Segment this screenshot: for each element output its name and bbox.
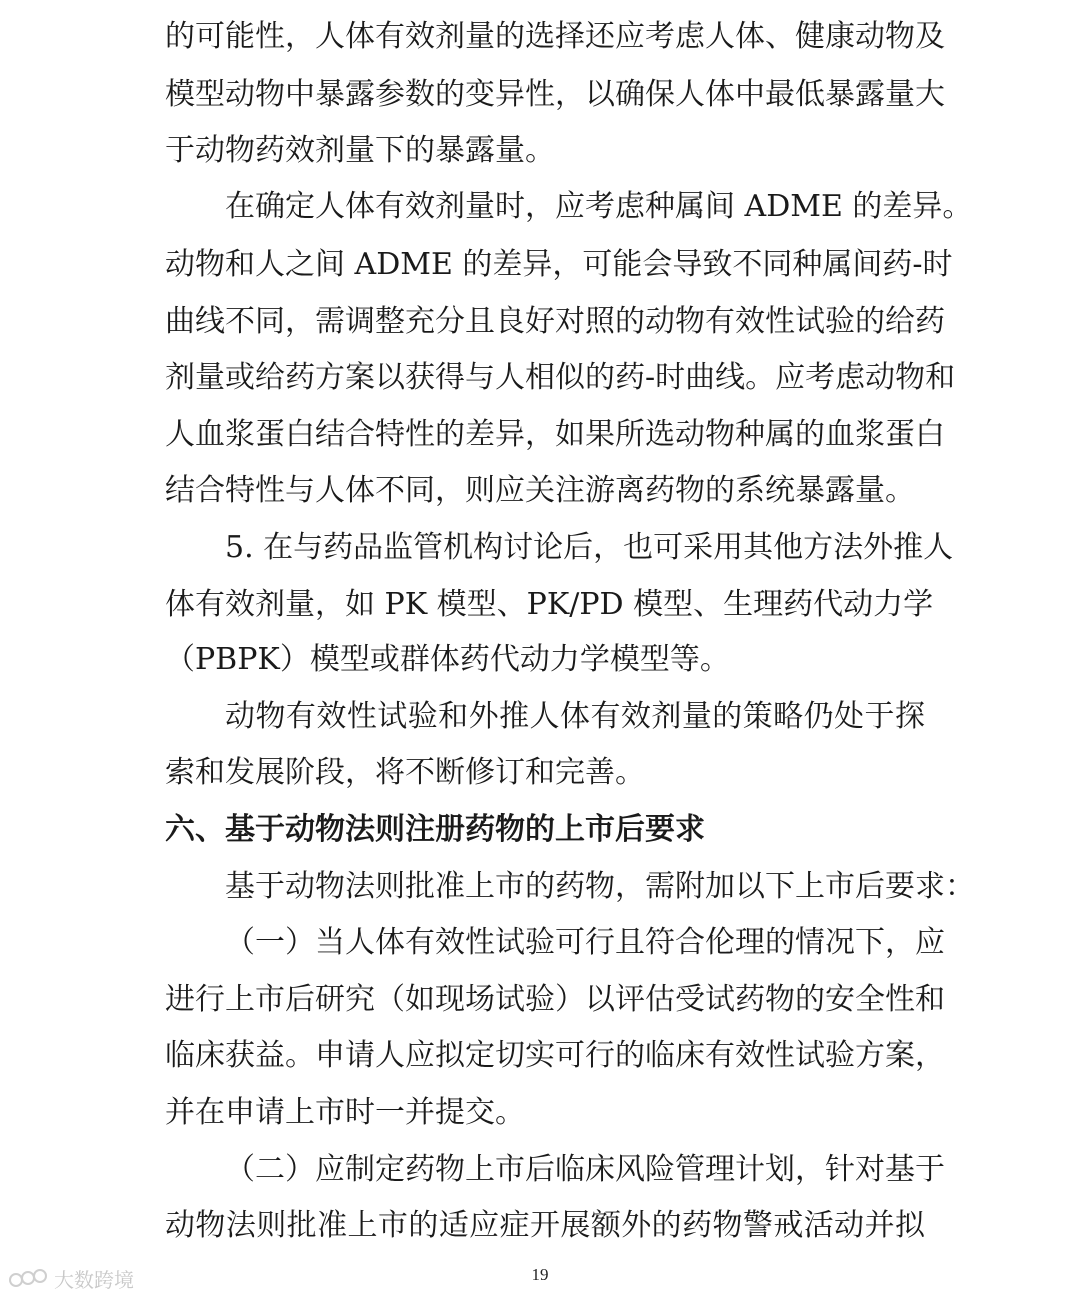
text-line: 结合特性与人体不同，则应关注游离药物的系统暴露量。 <box>165 473 915 508</box>
text-line: 5. 在与药品监管机构讨论后，也可采用其他方法外推人 <box>225 530 954 565</box>
text-line: 的可能性，人体有效剂量的选择还应考虑人体、健康动物及 <box>165 19 945 54</box>
text-line: 模型动物中暴露参数的变异性，以确保人体中最低暴露量大 <box>165 77 945 112</box>
text-line: 于动物药效剂量下的暴露量。 <box>165 133 555 168</box>
text-line: 索和发展阶段，将不断修订和完善。 <box>165 755 645 790</box>
text-line: 临床获益。申请人应拟定切实可行的临床有效性试验方案， <box>165 1038 945 1073</box>
watermark-text: 大数跨境 <box>54 1267 134 1292</box>
text-line: 人血浆蛋白结合特性的差异，如果所选动物种属的血浆蛋白 <box>165 417 945 452</box>
text-line: 并在申请上市时一并提交。 <box>165 1095 525 1130</box>
text-line: 基于动物法则批准上市的药物，需附加以下上市后要求： <box>225 869 975 904</box>
text-line: （二）应制定药物上市后临床风险管理计划，针对基于 <box>225 1152 945 1187</box>
text-line: （一）当人体有效性试验可行且符合伦理的情况下，应 <box>225 925 945 960</box>
text-line: 曲线不同，需调整充分且良好对照的动物有效性试验的给药 <box>165 304 945 339</box>
logo-icon <box>8 1265 48 1291</box>
text-line: 剂量或给药方案以获得与人相似的药-时曲线。应考虑动物和 <box>165 360 956 395</box>
page-number: 19 <box>531 1265 549 1284</box>
text-line: 进行上市后研究（如现场试验）以评估受试药物的安全性和 <box>165 982 945 1017</box>
text-line: 动物法则批准上市的适应症开展额外的药物警戒活动并拟 <box>165 1208 925 1243</box>
text-line: 动物有效性试验和外推人体有效剂量的策略仍处于探 <box>225 699 925 734</box>
text-line: 体有效剂量，如 PK 模型、PK/PD 模型、生理药代动力学 <box>165 587 934 622</box>
watermark <box>8 1263 134 1293</box>
section-heading: 六、基于动物法则注册药物的上市后要求 <box>165 812 705 847</box>
text-line: （PBPK）模型或群体药代动力学模型等。 <box>165 642 730 677</box>
text-line: 动物和人之间 ADME 的差异，可能会导致不同种属间药-时 <box>165 247 953 282</box>
text-line: 在确定人体有效剂量时，应考虑种属间 ADME 的差异。 <box>225 189 973 224</box>
